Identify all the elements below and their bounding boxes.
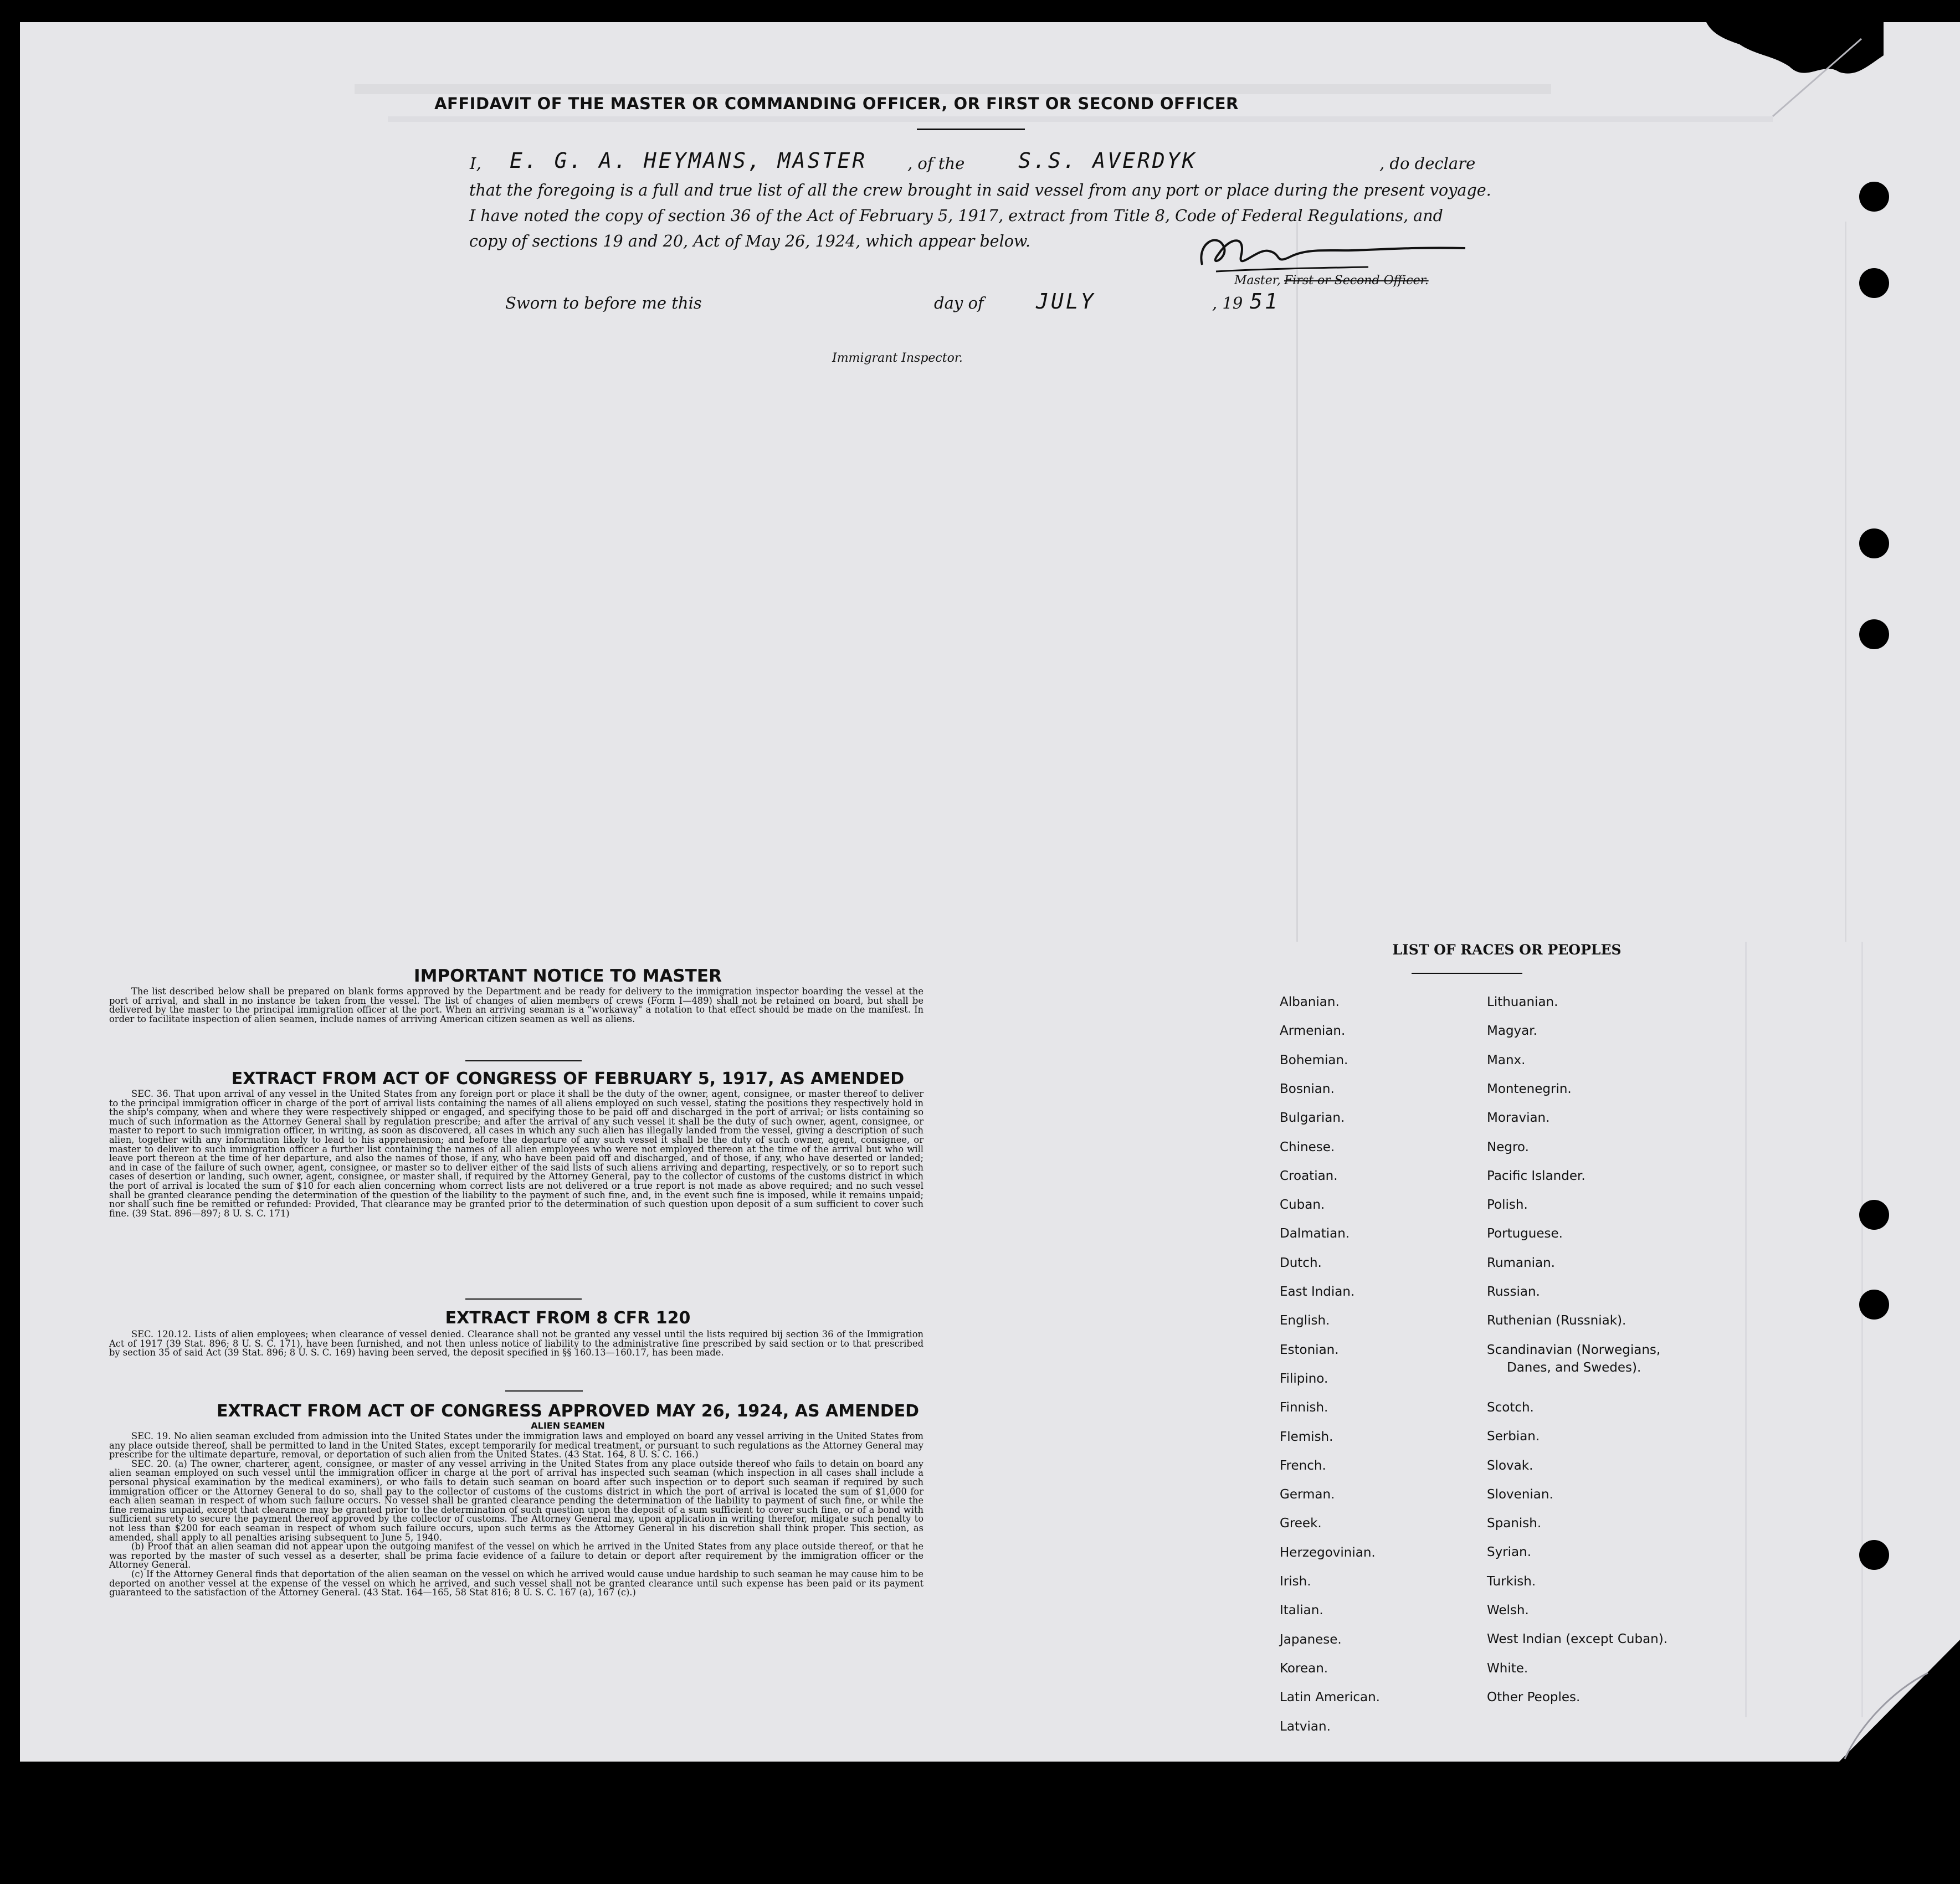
race-item: Japanese.	[1280, 1632, 1342, 1647]
races-rule	[1412, 973, 1522, 974]
extract-1924-title: EXTRACT FROM ACT OF CONGRESS APPROVED MAY 26, 1924, AS AMENDED	[216, 1402, 920, 1421]
race-item: Latvian.	[1280, 1719, 1331, 1734]
race-item: Polish.	[1487, 1198, 1528, 1213]
sec-20c-paragraph: (c) If the Attorney General finds that deportation of the alien seaman on the vessel on which he arrived would cause undue hardship to such seaman he may cause him to be deported on another vessel at the expense of the vessel on which he arrived, and such vessel shall not be granted clearance until such expense has been paid or its payment guaranteed to the satisfaction of the Attorney General. (43 Stat. 164—165, 58 Stat 816; 8 U. S. C. 167 (a), 167 (c).)	[109, 1568, 923, 1598]
race-item: English.	[1280, 1313, 1330, 1328]
race-item: Italian.	[1280, 1603, 1323, 1618]
bleed-through-grid	[1745, 942, 1747, 1717]
inspector-label: Immigrant Inspector.	[832, 351, 963, 365]
race-item: Finnish.	[1280, 1400, 1328, 1415]
extract-1917-body	[109, 1090, 923, 1218]
race-item: Slovenian.	[1487, 1487, 1553, 1502]
affidavit-title: AFFIDAVIT OF THE MASTER OR COMMANDING OFFICER, OR FIRST OR SECOND OFFICER	[434, 94, 1239, 113]
punch-hole	[1859, 1290, 1889, 1320]
sec-19-paragraph: SEC. 19. No alien seaman excluded from admission into the United States under the immigration laws and employed on board any vessel arriving in the United States from any place outside thereof, shall be permitted to land in the United States, except temporarily for medical treatment, or pursuant to such regulations as the Attorney General may prescribe for the ultimate departure, removal, or deportation of such alien from the United States. (43 Stat. 164, 8 U. S. C. 166.)	[109, 1431, 923, 1460]
race-item: Bulgarian.	[1280, 1111, 1345, 1126]
race-item: German.	[1280, 1487, 1335, 1502]
notice-body	[109, 987, 923, 1024]
race-item: West Indian (except Cuban).	[1487, 1632, 1668, 1647]
officer-struck-label: First or Second Officer.	[1284, 274, 1429, 288]
race-item: Filipino.	[1280, 1371, 1328, 1386]
race-item: Albanian.	[1280, 995, 1340, 1009]
sec-120-paragraph: SEC. 120.12. Lists of alien employees; when clearance of vessel denied. Clearance shall not be granted any vessel until the lists required bij section 36 of the Immigration Act of 1917 (39 Stat. 896; 8 U. S. C. 171), have been furnished, and not then unless notice of liability to the administrative fine prescribed by said section or to that prescribed by section 35 of said Act (39 Stat. 896; 8 U. S. C. 169) having been served, the deposit specified in §§ 160.13—160.17, has been made.	[109, 1329, 923, 1358]
master-name-handwritten: E. G. A. HEYMANS, MASTER	[510, 148, 868, 173]
decl-line-4: copy of sections 19 and 20, Act of May 26, 1924, which appear below.	[469, 232, 1031, 250]
races-title: LIST OF RACES OR PEOPLES	[1392, 942, 1622, 958]
race-item: Slovak.	[1487, 1458, 1533, 1473]
race-item: Bosnian.	[1280, 1081, 1335, 1096]
vessel-name-handwritten: S.S. AVERDYK	[1018, 148, 1197, 173]
race-item: French.	[1280, 1458, 1326, 1473]
race-item: Magyar.	[1487, 1024, 1537, 1039]
extract-rule-1	[465, 1298, 582, 1300]
decl-do-declare: , do declare	[1379, 154, 1476, 173]
extract-cfr-body	[109, 1330, 923, 1358]
race-item: Danes, and Swedes).	[1507, 1360, 1641, 1375]
bleed-through-grid	[1861, 942, 1863, 1717]
bleed-through-line	[355, 84, 1551, 94]
race-item: Scandinavian (Norwegians,	[1487, 1342, 1661, 1357]
extract-1924-body	[109, 1432, 923, 1598]
race-item: Russian.	[1487, 1285, 1540, 1299]
sec-36-paragraph: SEC. 36. That upon arrival of any vessel in the United States from any foreign port or place it shall be the duty of the owner, agent, consignee, or master thereof to deliver to the principal immigration officer in charge of the port of arrival lists containing the names of all aliens employed on such vessel, stating the positions they respectively hold in the ship's company, when and where they were respectively shipped or engaged, and specifying those to be paid off and discharged in the port of arrival; or lists containing so much of such information as the Attorney General shall by regulation prescribe; and after the arrival of any such vessel it shall be the duty of such owner, agent, consignee, or master to report to such immigration officer, in writing, as soon as discovered, all cases in which any such alien has illegally landed from the vessel, giving a description of such alien, together with any information likely to lead to his apprehension; and before the departure of any such vessel it shall be the duty of such owner, agent, consignee, or master to deliver to such immigration officer a further list containing the names of all alien employees who were not employed thereon at the time of the arrival but who will leave port thereon at the time of her departure, and also the names of those, if any, who have been paid off and discharged, and of those, if any, who have deserted or landed; and in case of the failure of such owner, agent, consignee, or master so to deliver either of the said lists of such aliens arriving and departing, respectively, or so to report such cases of desertion or landing, such owner, agent, consignee, or master shall, if required by the Attorney General, pay to the collector of customs of the customs district in which the port of arrival is located the sum of $10 for each alien concerning whom correct lists are not delivered or a true report is not made as above required; and no such vessel shall be granted clearance pending the determination of the question of the liability to the payment of such fine, and, in the event such fine is imposed, while it remains unpaid; nor shall such fine be remitted or refunded: Provided, That clearance may be granted prior to the determination of such question upon deposit of a sum sufficient to cover such fine. (39 Stat. 896—897; 8 U. S. C. 171)	[109, 1089, 923, 1219]
race-item: Welsh.	[1487, 1603, 1529, 1618]
race-item: Cuban.	[1280, 1198, 1325, 1213]
title-rule	[917, 129, 1025, 130]
extract-cfr-title: EXTRACT FROM 8 CFR 120	[445, 1308, 691, 1328]
race-item: Syrian.	[1487, 1545, 1532, 1560]
bleed-through-line	[388, 116, 1773, 122]
race-item: Dutch.	[1280, 1255, 1322, 1270]
race-item: Serbian.	[1487, 1429, 1540, 1444]
extract-rule-2	[505, 1390, 583, 1392]
race-item: White.	[1487, 1661, 1528, 1676]
punch-hole	[1859, 268, 1889, 298]
race-item: Ruthenian (Russniak).	[1487, 1313, 1627, 1328]
race-item: Croatian.	[1280, 1168, 1338, 1183]
race-item: Flemish.	[1280, 1429, 1333, 1444]
month-handwritten: JULY	[1036, 289, 1096, 314]
decl-i: I,	[470, 154, 481, 173]
punch-hole	[1859, 182, 1889, 212]
master-signature	[1186, 226, 1474, 276]
race-item: Portuguese.	[1487, 1226, 1563, 1241]
race-item: Latin American.	[1280, 1690, 1380, 1705]
notice-rule	[465, 1060, 582, 1061]
officer-master-label: Master,	[1234, 274, 1281, 288]
race-item: Greek.	[1280, 1516, 1322, 1531]
race-item: Rumanian.	[1487, 1255, 1555, 1270]
punch-hole	[1859, 1200, 1889, 1230]
folded-corner	[1839, 1640, 1960, 1762]
race-item: Montenegrin.	[1487, 1081, 1572, 1096]
race-item: Spanish.	[1487, 1516, 1542, 1531]
race-item: Dalmatian.	[1280, 1226, 1350, 1241]
race-item: Herzegovinian.	[1280, 1545, 1376, 1560]
race-item: Chinese.	[1280, 1139, 1335, 1154]
decl-of-the: , of the	[907, 154, 965, 173]
extract-1917-title: EXTRACT FROM ACT OF CONGRESS OF FEBRUARY 5, 1917, AS AMENDED	[231, 1069, 905, 1089]
notice-paragraph: The list described below shall be prepared on blank forms approved by the Department and be ready for delivery to the immigration inspector boarding the vessel at the port of arrival, and shall in no instance be taken from the vessel. The list of changes of alien members of crews (Form I—489) shall not be retained on board, but shall be delivered by the master to the principal immigration officer at the port. When an arriving seaman is a "workaway" a notation to that effect should be made on the manifest. In order to facilitate inspection of alien seamen, include names of arriving American citizen seamen as well as aliens.	[109, 986, 923, 1024]
notice-title: IMPORTANT NOTICE TO MASTER	[414, 966, 722, 986]
extract-1924-subtitle: ALIEN SEAMEN	[531, 1420, 605, 1431]
race-item: Other Peoples.	[1487, 1690, 1581, 1705]
sworn-day-of: day of	[934, 294, 984, 312]
sec-20b-paragraph: (b) Proof that an alien seaman did not appear upon the outgoing manifest of the vessel on which he arrived in the United States from any place outside thereof, or that he was reported by the master of such vessel as a deserter, shall be prima facie evidence of a failure to detain or deport after requirement by the immigration officer or the Attorney General.	[109, 1541, 923, 1570]
bleed-through-grid	[1296, 222, 1298, 942]
decl-line-3: I have noted the copy of section 36 of the Act of February 5, 1917, extract from Title 8, Code of Federal Regulations, and	[469, 206, 1443, 225]
race-item: Armenian.	[1280, 1024, 1346, 1039]
race-item: Turkish.	[1487, 1574, 1536, 1589]
race-item: Moravian.	[1487, 1111, 1550, 1126]
year-prefix: , 19	[1212, 294, 1243, 312]
sworn-prefix: Sworn to before me this	[505, 294, 702, 312]
torn-corner	[1673, 22, 1884, 122]
race-item: Lithuanian.	[1487, 995, 1558, 1009]
race-item: Negro.	[1487, 1139, 1529, 1154]
race-item: Estonian.	[1280, 1342, 1339, 1357]
race-item: Pacific Islander.	[1487, 1168, 1586, 1183]
race-item: East Indian.	[1280, 1285, 1355, 1299]
race-item: Bohemian.	[1280, 1053, 1348, 1067]
bleed-through-grid	[1845, 222, 1846, 942]
year-handwritten: 51	[1250, 289, 1280, 314]
punch-hole	[1859, 1540, 1889, 1570]
sec-20a-paragraph: SEC. 20. (a) The owner, charterer, agent, consignee, or master of any vessel arriving in the United States from any place outside thereof who fails to detain on board any alien seaman employed on such vessel until the immigration officer in charge at the port of arrival has inspected such seaman (which inspection in all cases shall include a personal physical examination by the medical examiners), or who fails to detain such seaman on board after such inspection or to deport such seaman if required by such immigration officer or the Attorney General to do so, shall pay to the collector of customs of the customs district in which the port of arrival is located the sum of $1,000 for each alien seaman in respect of whom such failure occurs. No vessel shall be granted clearance pending the determination of the liability to payment of such fine, or while the fine remains unpaid, except that clearance may be granted prior to the determination of such question upon the deposit of a sum sufficient to cover such fine, or of a bond with sufficient surety to secure the payment thereof approved by the collector of customs. The Attorney General may, upon application in writing therefor, mitigate such penalty to not less than $200 for each seaman in respect of whom such failure occurs, upon such terms as the Attorney General in his discretion shall think proper. This section, as amended, shall apply to all penalties arising subsequent to June 5, 1940.	[109, 1458, 923, 1543]
race-item: Irish.	[1280, 1574, 1311, 1589]
race-item: Manx.	[1487, 1053, 1526, 1067]
punch-hole	[1859, 619, 1889, 649]
punch-hole	[1859, 528, 1889, 558]
race-item: Korean.	[1280, 1661, 1328, 1676]
decl-line-2: that the foregoing is a full and true list of all the crew brought in said vessel from any port or place during the present voyage.	[469, 181, 1491, 199]
race-item: Scotch.	[1487, 1400, 1534, 1415]
